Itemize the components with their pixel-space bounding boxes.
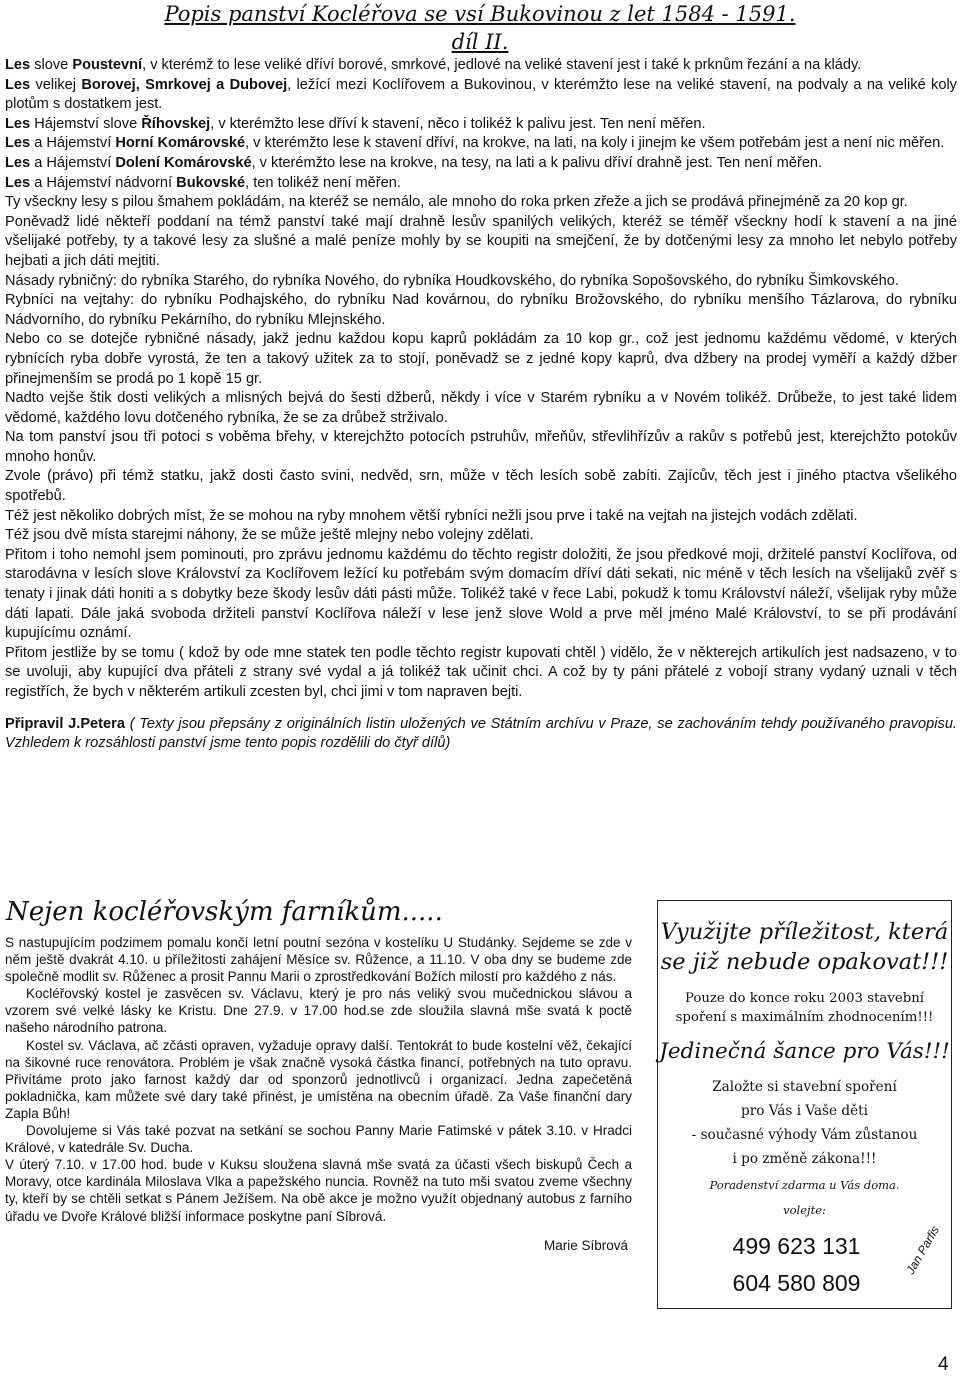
text: , ležící mezi Koclířovem a Bukovinou, v kterémžto lese na veliké stavení, na podvaly a na veliké koly plotům s dostatkem jest.	[5, 76, 957, 113]
text: a Hájemství nádvorní	[30, 174, 177, 191]
credit-line	[5, 715, 957, 754]
bold-term: Poustevní	[72, 57, 143, 73]
ad-line: spoření s maximálním zhodnocením!!!	[675, 1010, 934, 1025]
text: , v kterémžto lese dříví k stavení, něco i tolikéž k palivu jest. Ten není měřen.	[210, 115, 706, 132]
paragraph	[5, 76, 957, 115]
paragraph: Přitom jestliže by se tomu ( kdož by ode mne statek ten podle těchto registr kupovati chtěl ) vidělo, že v některejch artikulích jest nadsazeno, v to se uvoluji, aby kupující dva přáteli z strany své vydal a já tolikéž tak učinit chci. A což by ty páni přátelé z vobojí strany vydaný uznali v těch registřích, že bych v některém artikuli zcesten byl, chci jimi v tom napraven bejti.	[5, 644, 957, 700]
parish-section-title: Nejen kocléřovským farníkům.....	[6, 897, 443, 927]
bold-term: Dolení Komárovské	[115, 154, 252, 171]
bold-term: Les	[5, 135, 31, 152]
bold-term: Les	[5, 76, 31, 93]
text: velikej	[30, 76, 82, 93]
ad-small-text	[658, 1173, 951, 1223]
ad-line: Pouze do konce roku 2003 stavební	[684, 991, 925, 1006]
ad-line: volejte:	[783, 1203, 826, 1217]
ad-line: pro Vás i Vaše děti	[741, 1103, 868, 1119]
phone-number: 499 623 131	[732, 1233, 861, 1259]
paragraph	[5, 115, 957, 135]
paragraph: Dovolujeme si Vás také pozvat na setkání se sochou Panny Marie Fatimské v pátek 3.10. v Hradci Králové, v katedrále Sv. Ducha.	[5, 1123, 632, 1156]
paragraph: S nastupujícím podzimem pomalu končí letní poutní sezóna v kostelíku U Studánky. Sejdeme se zde v něm ještě dvakrát 4.10. u příležitosti zahájení Měsíce sv. Růžence, a 11.10. V oba dny se budeme zde společně modlit sv. Růženec a prosit Pannu Marii o zprostředkování Božích milostí pro každého z nás.	[5, 935, 632, 985]
paragraph	[5, 56, 957, 76]
ad-line: i po změně zákona!!!	[732, 1151, 877, 1167]
text: , v kterémžto lese na krokve, na tesy, na lati a k palivu dříví drahně jest. Ten není měřen.	[251, 154, 823, 171]
ad-text-1	[658, 989, 951, 1027]
bold-term: Les	[5, 154, 31, 171]
ad-line: Poradenství zdarma u Vás doma.	[709, 1178, 900, 1192]
ad-headline: Využijte příležitost, která se již nebude opakovat!!!	[660, 919, 949, 975]
ad-subheadline: Jedinečná šance pro Vás!!!	[659, 1039, 950, 1064]
credit-note: ( Texty jsou přepsány z originálních listin uložených ve Státním archívu v Praze, se zachováním tehdy používaného pravopisu. Vzhledem k rozsáhlosti panství jsme tento popis rozdělili do čtyř dílů)	[5, 715, 957, 752]
paragraph: Též jsou dvě místa starejmi náhony, že se může ještě mlejny nebo volejny zdělati.	[5, 527, 534, 544]
bold-term: Bukovské	[176, 174, 246, 191]
paragraph: Nadto vejše štik dosti velikých a mlisných bejvá do šesti džberů, někdy i více v Starém rybníku a v Novém tolikéž. Drůbeže, to jest také lidem vědomé, každého lovu dotčeného rybníka, že se za drůbež strživalo.	[5, 390, 957, 426]
credit-author: Připravil J.Petera	[5, 715, 125, 732]
page-number: 4	[938, 1354, 949, 1375]
paragraph: Kocléřovský kostel je zasvěcen sv. Václavu, který je pro nás veliký svou mučednickou slávou a vzorem své velké lásky ke Kristu. Dne 27.9. v 17.00 hod.se zde sloužila slavná mše svatá k poctě našeho národního patrona.	[5, 986, 632, 1036]
ad-phone-numbers	[650, 1228, 943, 1302]
bold-term: Říhovskej	[141, 115, 211, 132]
paragraph: V úterý 7.10. v 17.00 hod. bude v Kuksu sloužena slavná mše svatá za účasti všech biskupů Čech a Moravy, otce kardinála Miloslava Vlka a papežského nuncia. Rovněž na tuto mši svatou zveme všechny ty, kteří by se chtěli setkat s Pánem Ježíšem. Na obě akce je možno využít objednaný autobus z farního úřadu ve Dvoře Králové bližší informace poskytne paní Síbrová.	[5, 1157, 632, 1224]
text: , v kterémžto lese k stavení dříví, na krokve, na lati, na koly i jinejm ke všem potřebám jest a není nic měřen.	[245, 135, 945, 152]
bold-term: Les	[5, 115, 31, 132]
paragraph	[5, 154, 957, 174]
paragraph: Na tom panství jsou tři potoci s voběma břehy, v kterejchžto potocích pstruhův, mřeňův, střevlihřízův a rakův s potřebů jest, kterejchžto potokův mnoho honův.	[5, 429, 957, 465]
paragraph: Ty všeckny lesy s pilou šmahem pokládám, na kteréž se nemálo, ale mnoho do roka prken zřeže a jich se prodává přinejméně za 20 kop gr.	[5, 194, 908, 211]
paragraph: Kostel sv. Václava, ač zčásti opraven, vyžaduje opravy další. Tentokrát to bude kostelní věž, čekající na šikovné ruce renovátora. Problém je však značně vysoká částka financí, potřebných na tuto opravu. Přivítáme proto jako farnost každý dar od sponzorů jednotlivců i organizací. Jedna zapečetěná pokladnička, kam můžete své dary také přinést, je umístěna na obecním úřadě. Za Vaše finanční dary Zapla Bůh!	[5, 1037, 632, 1121]
title-line-2: díl II.	[451, 30, 509, 54]
text: , v kterémž to lese veliké dříví borové, smrkové, jedlové na veliké stavení jest i také k prknům řezání a na klády.	[142, 57, 862, 73]
ad-line: Založte si stavební spoření	[712, 1079, 897, 1095]
bold-term: Horní Komárovské	[115, 135, 246, 152]
paragraph	[5, 174, 957, 194]
text: , ten tolikéž není měřen.	[245, 174, 401, 191]
parish-article	[5, 934, 632, 1254]
article-title	[0, 0, 960, 56]
ad-text-2	[658, 1075, 951, 1171]
article-body	[5, 56, 957, 754]
bold-term: Borovej, Smrkovej a Dubovej	[81, 76, 288, 93]
paragraph	[5, 134, 957, 154]
ad-line: - současné výhody Vám zůstanou	[691, 1127, 918, 1143]
paragraph: Zvole (právo) při témž statku, jakž dosti často svini, nedvěd, srn, může v těch lesích sobě zabíti. Zajícův, těch jest i jiného ptactva všelikého spotřebů.	[5, 468, 957, 505]
title-line-1: Popis panství Kocléřova se vsí Bukovinou z let 1584 - 1591.	[164, 2, 796, 26]
paragraph: Nebo co se dotejče rybničné násady, jakž jednu každou kopu kaprů pokládám za 10 kop gr., což jest jednomu každému vědomé, v kterých rybnících ryba dobře vyrostá, že ten a takový užitek za to stojí, poněvadž se z jedné kopy kaprů, dva džbery na prodej vyměří a každý džber přinejmenším se prodá po 1 kopě 15 gr.	[5, 331, 957, 387]
phone-number: 604 580 809	[732, 1270, 861, 1296]
paragraph: Poněvadž lidé někteří poddaní na témž panství také mají drahně lesův spanilých velikých, kteréž se téměř všeckny hodí k stavení a na jiné všelijaké potřeby, ty a takové lesy za slušné a malé peníze mohly by se koupiti na smejčení, že by dotčenými lesy za mnoho let nebylo potřeby hejbati a jich dáti mejtiti.	[5, 213, 957, 269]
bold-term: Les	[5, 57, 31, 73]
text: Hájemství slove	[30, 115, 142, 132]
parish-signature: Marie Síbrová	[543, 1237, 628, 1253]
bold-term: Les	[5, 174, 31, 191]
text: slove	[30, 57, 73, 73]
text: a Hájemství	[30, 135, 116, 152]
advertisement-box	[657, 900, 952, 1309]
text: a Hájemství	[30, 154, 116, 171]
paragraph: Násady rybničný: do rybníka Starého, do rybníka Nového, do rybníka Houdkovského, do rybníka Sopošovského, do rybníku Šimkovského.	[5, 272, 899, 289]
paragraph: Též jest několiko dobrých míst, že se mohou na ryby mnohem větší rybníci nežli jsou prve i také na vejtah na jistejch vodách zdělati.	[5, 507, 858, 524]
paragraph: Přitom i toho nemohl jsem pominouti, pro zprávu jednomu každému do těchto registr doložiti, že jsou předkové moji, držitelé panství Koclířova, od starodávna v lesích slove Království za Koclířovem ležící ku potřebám svým domacím dříví dáti sekati, nic méně v těch lesích na všelijaků zvěř s tenaty i jinak dáti honiti a s dobytky beze škody lesův dáti pásti může. Tolikéž také v řece Labi, pokudž k tomu Království náleží, všelijak ryby může dáti lapati. Dále jaká svoboda držiteli panství Koclířova náleží v lese jenž slove Wold a prve měl jméno Malé Království, to se při prodávání kupujícímu oznámí.	[5, 546, 957, 642]
paragraph: Rybníci na vejtahy: do rybníku Podhajského, do rybníku Nad kovárnou, do rybníku Brožovského, do rybníku menšího Tázlarova, do rybníku Nádvorního, do rybníku Pekárního, do rybníku Mlejnského.	[5, 292, 957, 328]
ad-signature: Jan Parfis	[903, 1223, 943, 1277]
